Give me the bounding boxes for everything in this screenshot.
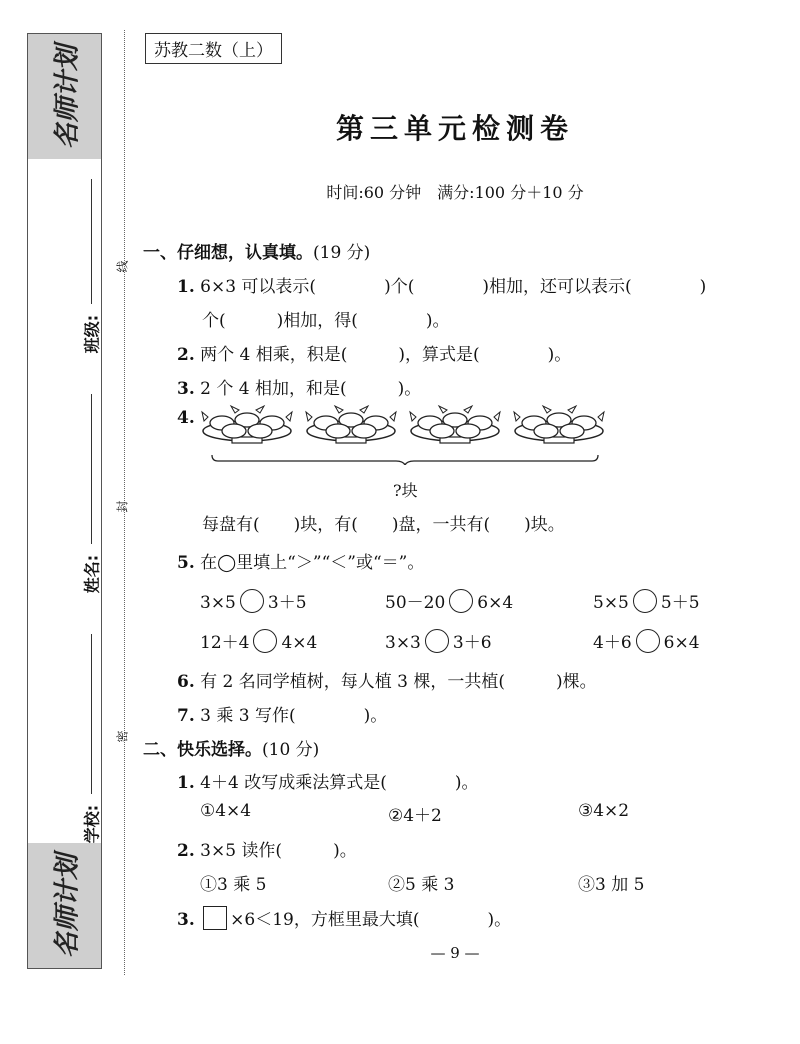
page-title: 第三单元检测卷 xyxy=(335,112,574,145)
brand-logo-text: 名师计划 xyxy=(52,44,82,149)
question-1-4-text xyxy=(202,510,565,535)
answer-circle[interactable] xyxy=(253,629,277,653)
question-2-2 xyxy=(177,836,357,861)
compare-right: 3＋6 xyxy=(452,633,492,653)
question-text: 3 乘 3 写作( )。 xyxy=(200,706,388,726)
question-text: 个( )相加，得( )。 xyxy=(202,311,450,331)
question-text: 2 个 4 相加，和是( )。 xyxy=(200,379,422,399)
compare-item xyxy=(385,628,492,653)
compare-item xyxy=(200,588,307,613)
option-b[interactable]: ②5 乘 3 xyxy=(388,875,455,895)
question-2-1 xyxy=(177,768,478,793)
question-1-3 xyxy=(177,374,421,399)
answer-circle[interactable] xyxy=(425,629,449,653)
compare-left: 4＋6 xyxy=(593,633,632,653)
total-brace xyxy=(212,455,598,465)
question-1-6 xyxy=(177,667,597,692)
question-number: 5. xyxy=(177,553,195,573)
compare-right: 6×4 xyxy=(477,593,514,613)
school-fill-line xyxy=(91,634,92,794)
question-number: 1. xyxy=(177,773,195,793)
question-text: 4＋4 改写成乘法算式是( )。 xyxy=(200,773,479,793)
seal-mark-seal: 封 xyxy=(115,500,130,513)
question-number: 2. xyxy=(177,841,195,861)
question-text: 6×3 可以表示( )个( )相加，还可以表示( ) xyxy=(200,277,707,297)
compare-left: 50－20 xyxy=(385,593,446,613)
compare-left: 12＋4 xyxy=(200,633,250,653)
question-number: 3. xyxy=(177,910,195,930)
page-number: — 9 — xyxy=(430,944,480,962)
question-text: 在◯里填上“＞”“＜”或“＝”。 xyxy=(200,553,425,573)
question-number: 2. xyxy=(177,345,195,365)
question-text: 每盘有( )块，有( )盘，一共有( )块。 xyxy=(202,515,565,535)
candy-plate xyxy=(306,406,396,443)
option-c[interactable]: ③4×2 xyxy=(578,801,630,821)
brand-logo-text: 名师计划 xyxy=(52,853,82,958)
section-1-heading xyxy=(143,238,370,263)
question-number: 6. xyxy=(177,672,195,692)
compare-right: 4×4 xyxy=(281,633,318,653)
answer-circle[interactable] xyxy=(636,629,660,653)
question-text: 3×5 读作( )。 xyxy=(200,841,357,861)
question-1-1 xyxy=(177,272,706,297)
answer-box[interactable] xyxy=(203,906,227,930)
class-label: 班级: xyxy=(82,314,102,354)
candy-plate xyxy=(202,406,292,443)
option-c[interactable]: ③3 加 5 xyxy=(578,875,645,895)
compare-right: 6×4 xyxy=(663,633,700,653)
edition-badge: 苏教二数（上） xyxy=(145,33,282,64)
question-1-2 xyxy=(177,340,571,365)
brace-label: ?块 xyxy=(393,481,418,500)
candy-plates-illustration xyxy=(200,403,610,465)
question-text: 有 2 名同学植树，每人植 3 棵，一共植( )棵。 xyxy=(200,672,597,692)
question-2-3 xyxy=(177,905,511,930)
question-text: 两个 4 相乘，积是( )，算式是( )。 xyxy=(200,345,572,365)
option-b[interactable]: ②4＋2 xyxy=(388,806,442,826)
compare-right: 5＋5 xyxy=(660,593,700,613)
section-2-points: (10 分) xyxy=(262,740,320,760)
candy-plate xyxy=(410,406,500,443)
compare-item xyxy=(593,628,700,653)
compare-item xyxy=(385,588,513,613)
name-fill-line xyxy=(91,394,92,544)
question-1-5 xyxy=(177,548,424,573)
question-text: ×6＜19，方框里最大填( )。 xyxy=(230,910,512,930)
question-number: 4. xyxy=(177,408,195,428)
section-2-heading xyxy=(143,735,319,760)
answer-circle[interactable] xyxy=(633,589,657,613)
compare-left: 3×3 xyxy=(385,633,421,653)
compare-item xyxy=(200,628,317,653)
candy-plate xyxy=(514,406,604,443)
seal-mark-secret: 密 xyxy=(115,730,130,743)
answer-circle[interactable] xyxy=(449,589,473,613)
question-number: 3. xyxy=(177,379,195,399)
time-info: 时间:60 分钟 满分:100 分＋10 分 xyxy=(326,183,584,202)
school-label: 学校: xyxy=(82,804,102,844)
question-number: 7. xyxy=(177,706,195,726)
question-number: 1. xyxy=(177,277,195,297)
option-a[interactable]: ①3 乘 5 xyxy=(200,875,267,895)
compare-left: 3×5 xyxy=(200,593,236,613)
compare-right: 3＋5 xyxy=(267,593,307,613)
question-1-4 xyxy=(177,408,195,428)
name-label: 姓名: xyxy=(82,554,102,594)
section-1-title: 一、仔细想，认真填。 xyxy=(143,243,313,263)
question-1-1-cont xyxy=(202,306,450,331)
compare-item xyxy=(593,588,700,613)
compare-left: 5×5 xyxy=(593,593,629,613)
side-strip xyxy=(27,33,102,969)
answer-circle[interactable] xyxy=(240,589,264,613)
section-2-title: 二、快乐选择。 xyxy=(143,740,262,760)
section-1-points: (19 分) xyxy=(313,243,371,263)
seal-mark-line: 线 xyxy=(115,260,130,273)
question-1-7 xyxy=(177,701,387,726)
option-a[interactable]: ①4×4 xyxy=(200,801,252,821)
